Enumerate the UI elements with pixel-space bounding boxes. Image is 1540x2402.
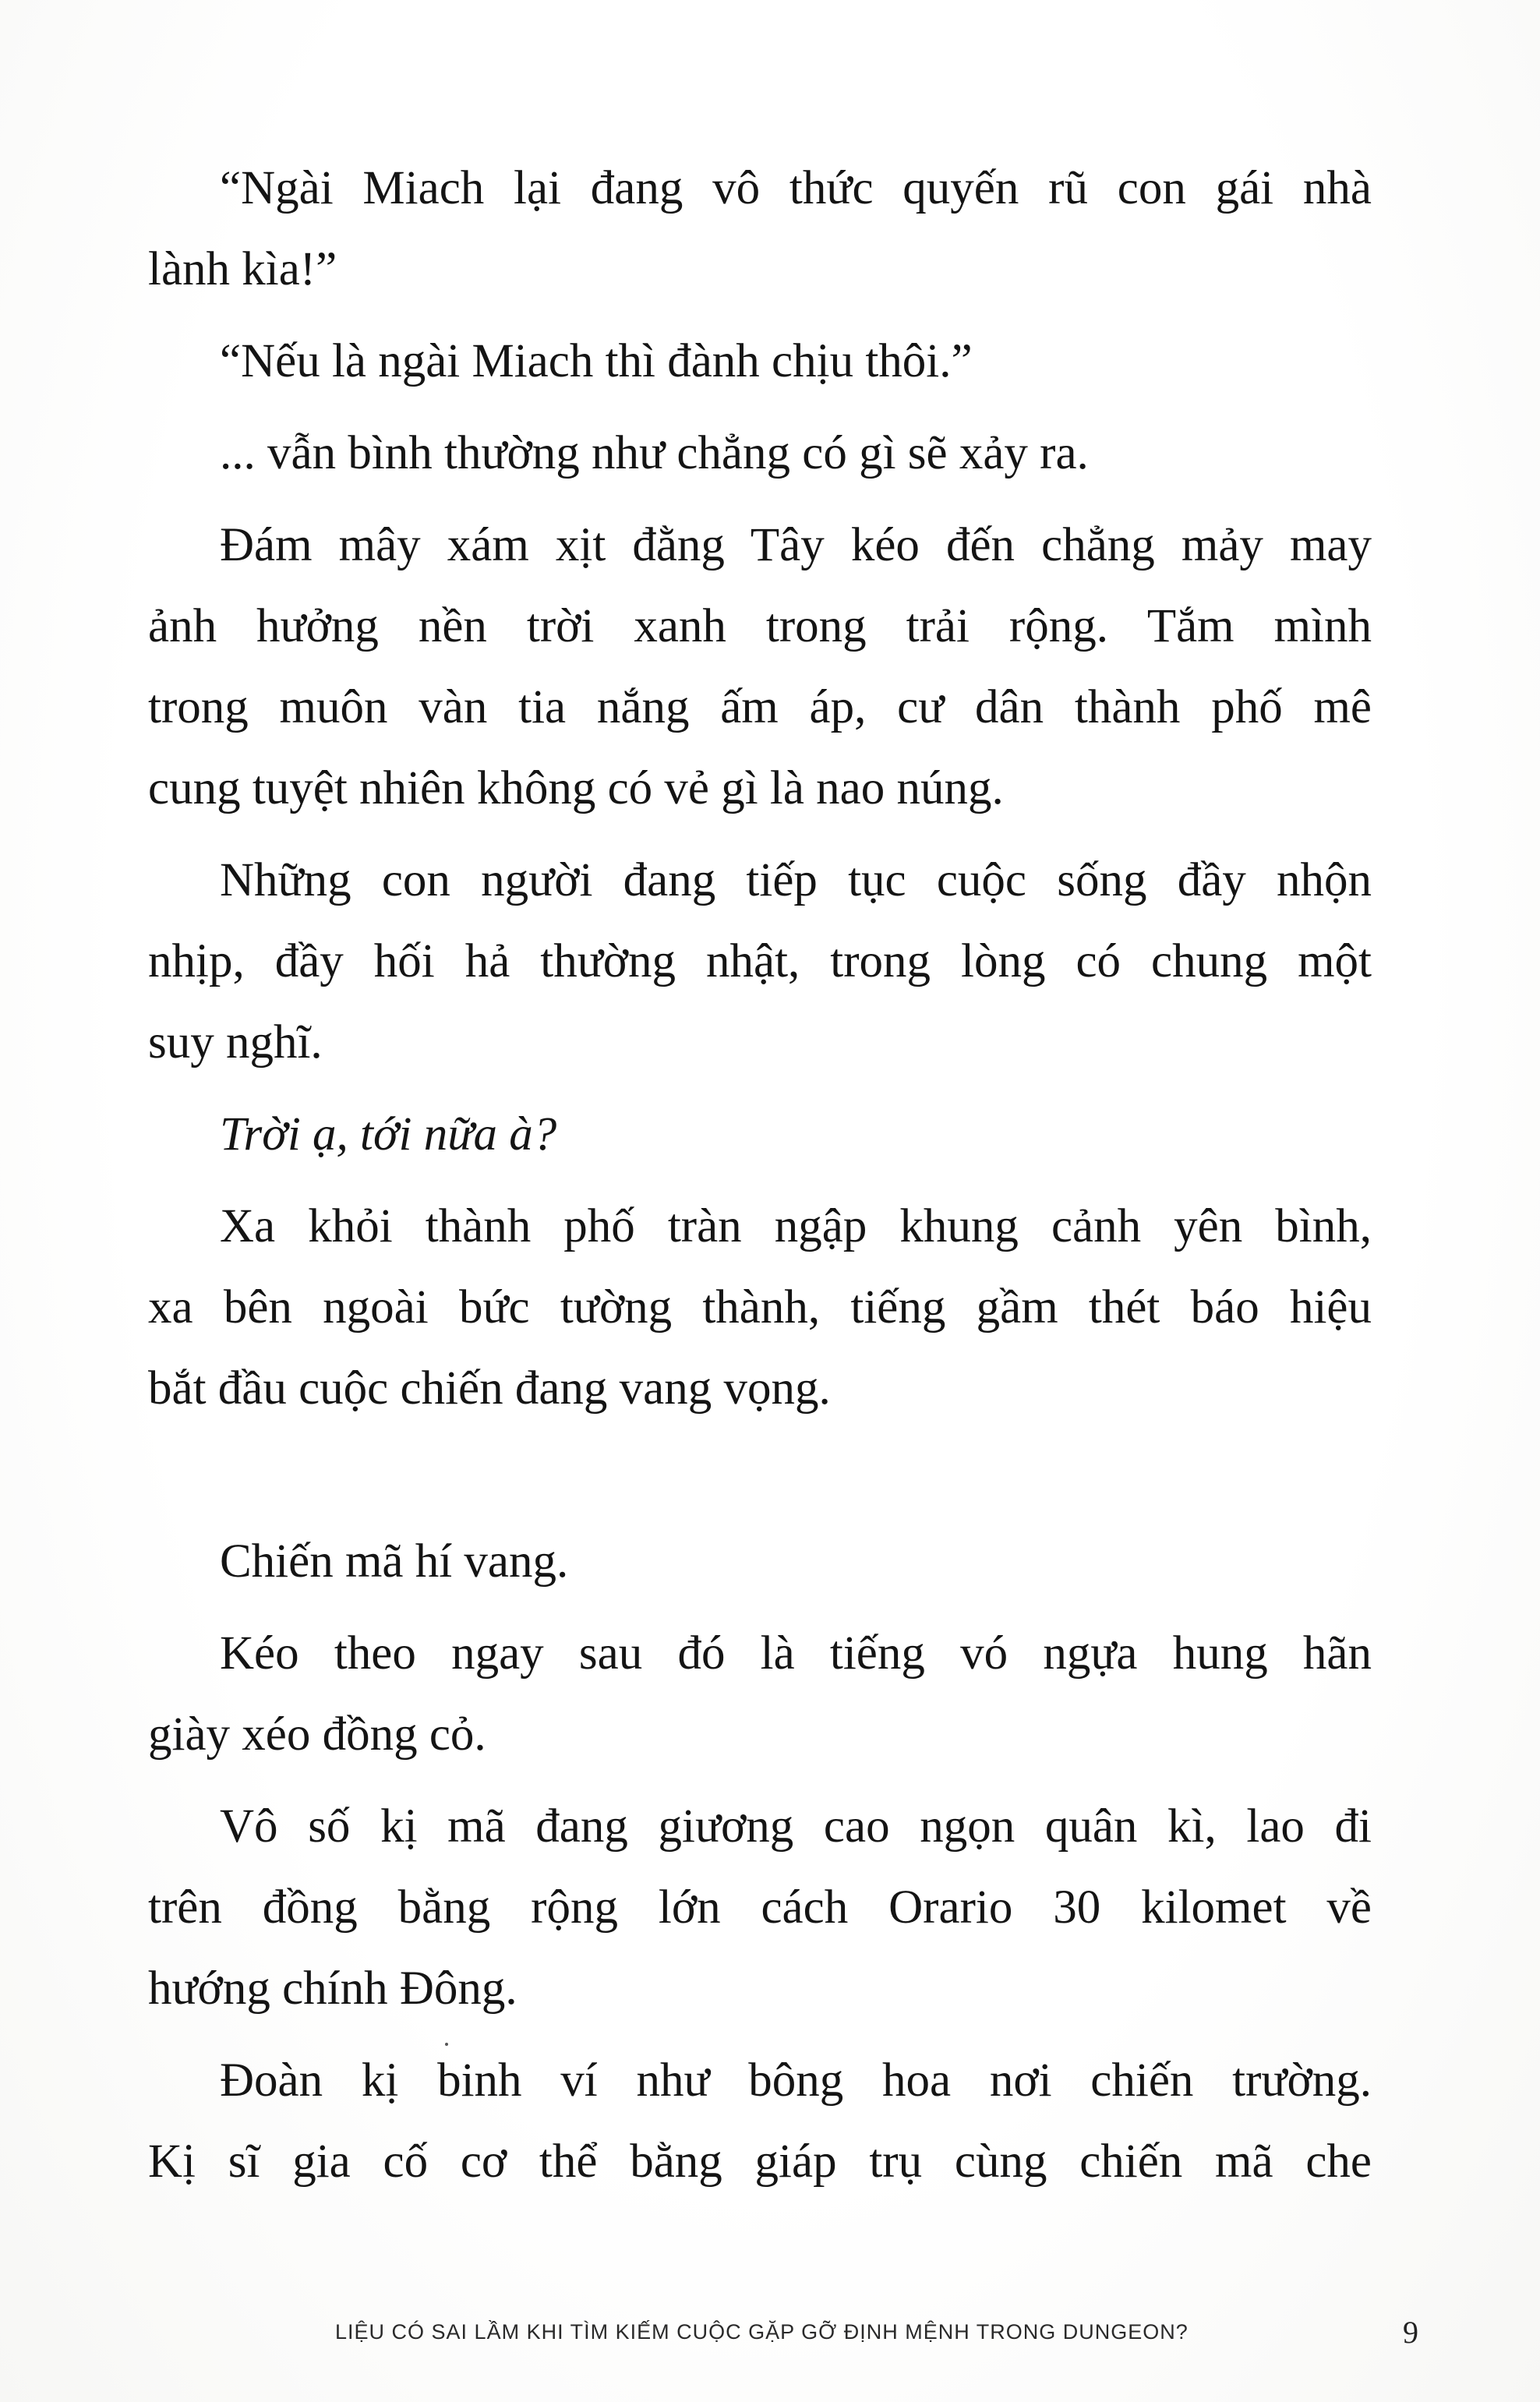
text-line: Trời ạ, tới nữa à? <box>220 1108 557 1160</box>
text-line: lành kìa!” <box>148 243 337 295</box>
text-line: Đám mây xám xịt đằng Tây kéo đến chẳng mảy may <box>220 519 1372 571</box>
paragraph <box>148 1186 1372 1429</box>
paragraph <box>148 2040 1372 2202</box>
text-line: Kéo theo ngay sau đó là tiếng vó ngựa hung hãn <box>220 1627 1372 1680</box>
text-line: Đoàn kị binh ví như bông hoa nơi chiến trường. <box>220 2054 1372 2107</box>
text-line: bắt đầu cuộc chiến đang vang vọng. <box>148 1362 831 1415</box>
text-line: xa bên ngoài bức tường thành, tiếng gầm thét báo hiệu <box>148 1281 1372 1333</box>
paragraph <box>148 1613 1372 1775</box>
text-line: giày xéo đồng cỏ. <box>148 1708 486 1761</box>
page-number: 9 <box>1403 2314 1418 2350</box>
text-line: nhịp, đầy hối hả thường nhật, trong lòng có chung một <box>148 935 1372 987</box>
paragraph <box>148 505 1372 829</box>
text-line: “Ngài Miach lại đang vô thức quyến rũ con gái nhà <box>220 162 1372 214</box>
text-line: suy nghĩ. <box>148 1016 323 1069</box>
paragraph-italic <box>148 1094 1372 1175</box>
paragraph <box>148 148 1372 310</box>
text-line: trong muôn vàn tia nắng ấm áp, cư dân thành phố mê <box>148 681 1372 733</box>
print-speck <box>445 2043 448 2046</box>
paragraph <box>148 413 1372 494</box>
running-footer <box>335 2308 1418 2355</box>
paragraph <box>148 1521 1372 1602</box>
text-line: trên đồng bằng rộng lớn cách Orario 30 kilomet về <box>148 1881 1372 1934</box>
text-line: Những con người đang tiếp tục cuộc sống đầy nhộn <box>220 854 1372 906</box>
text-line: ảnh hưởng nền trời xanh trong trải rộng. Tắm mình <box>148 600 1372 652</box>
text-line: ... vẫn bình thường như chẳng có gì sẽ xảy ra. <box>220 427 1089 479</box>
text-line: cung tuyệt nhiên không có vẻ gì là nao núng. <box>148 762 1004 814</box>
text-line: hướng chính Đông. <box>148 1962 517 2015</box>
page-body-text <box>148 148 1372 2202</box>
text-line: Xa khỏi thành phố tràn ngập khung cảnh yên bình, <box>220 1200 1372 1252</box>
text-line: Vô số kị mã đang giương cao ngọn quân kì, lao đi <box>220 1800 1372 1853</box>
paragraph <box>148 1786 1372 2029</box>
running-title: LIỆU CÓ SAI LẦM KHI TÌM KIẾM CUỘC GẶP GỠ ĐỊNH MỆNH TRONG DUNGEON? <box>335 2319 1189 2344</box>
text-line: “Nếu là ngài Miach thì đành chịu thôi.” <box>220 335 973 387</box>
text-line: Chiến mã hí vang. <box>220 1535 569 1588</box>
text-line: Kị sĩ gia cố cơ thể bằng giáp trụ cùng chiến mã che <box>148 2135 1372 2188</box>
paragraph <box>148 321 1372 402</box>
paragraph <box>148 840 1372 1083</box>
